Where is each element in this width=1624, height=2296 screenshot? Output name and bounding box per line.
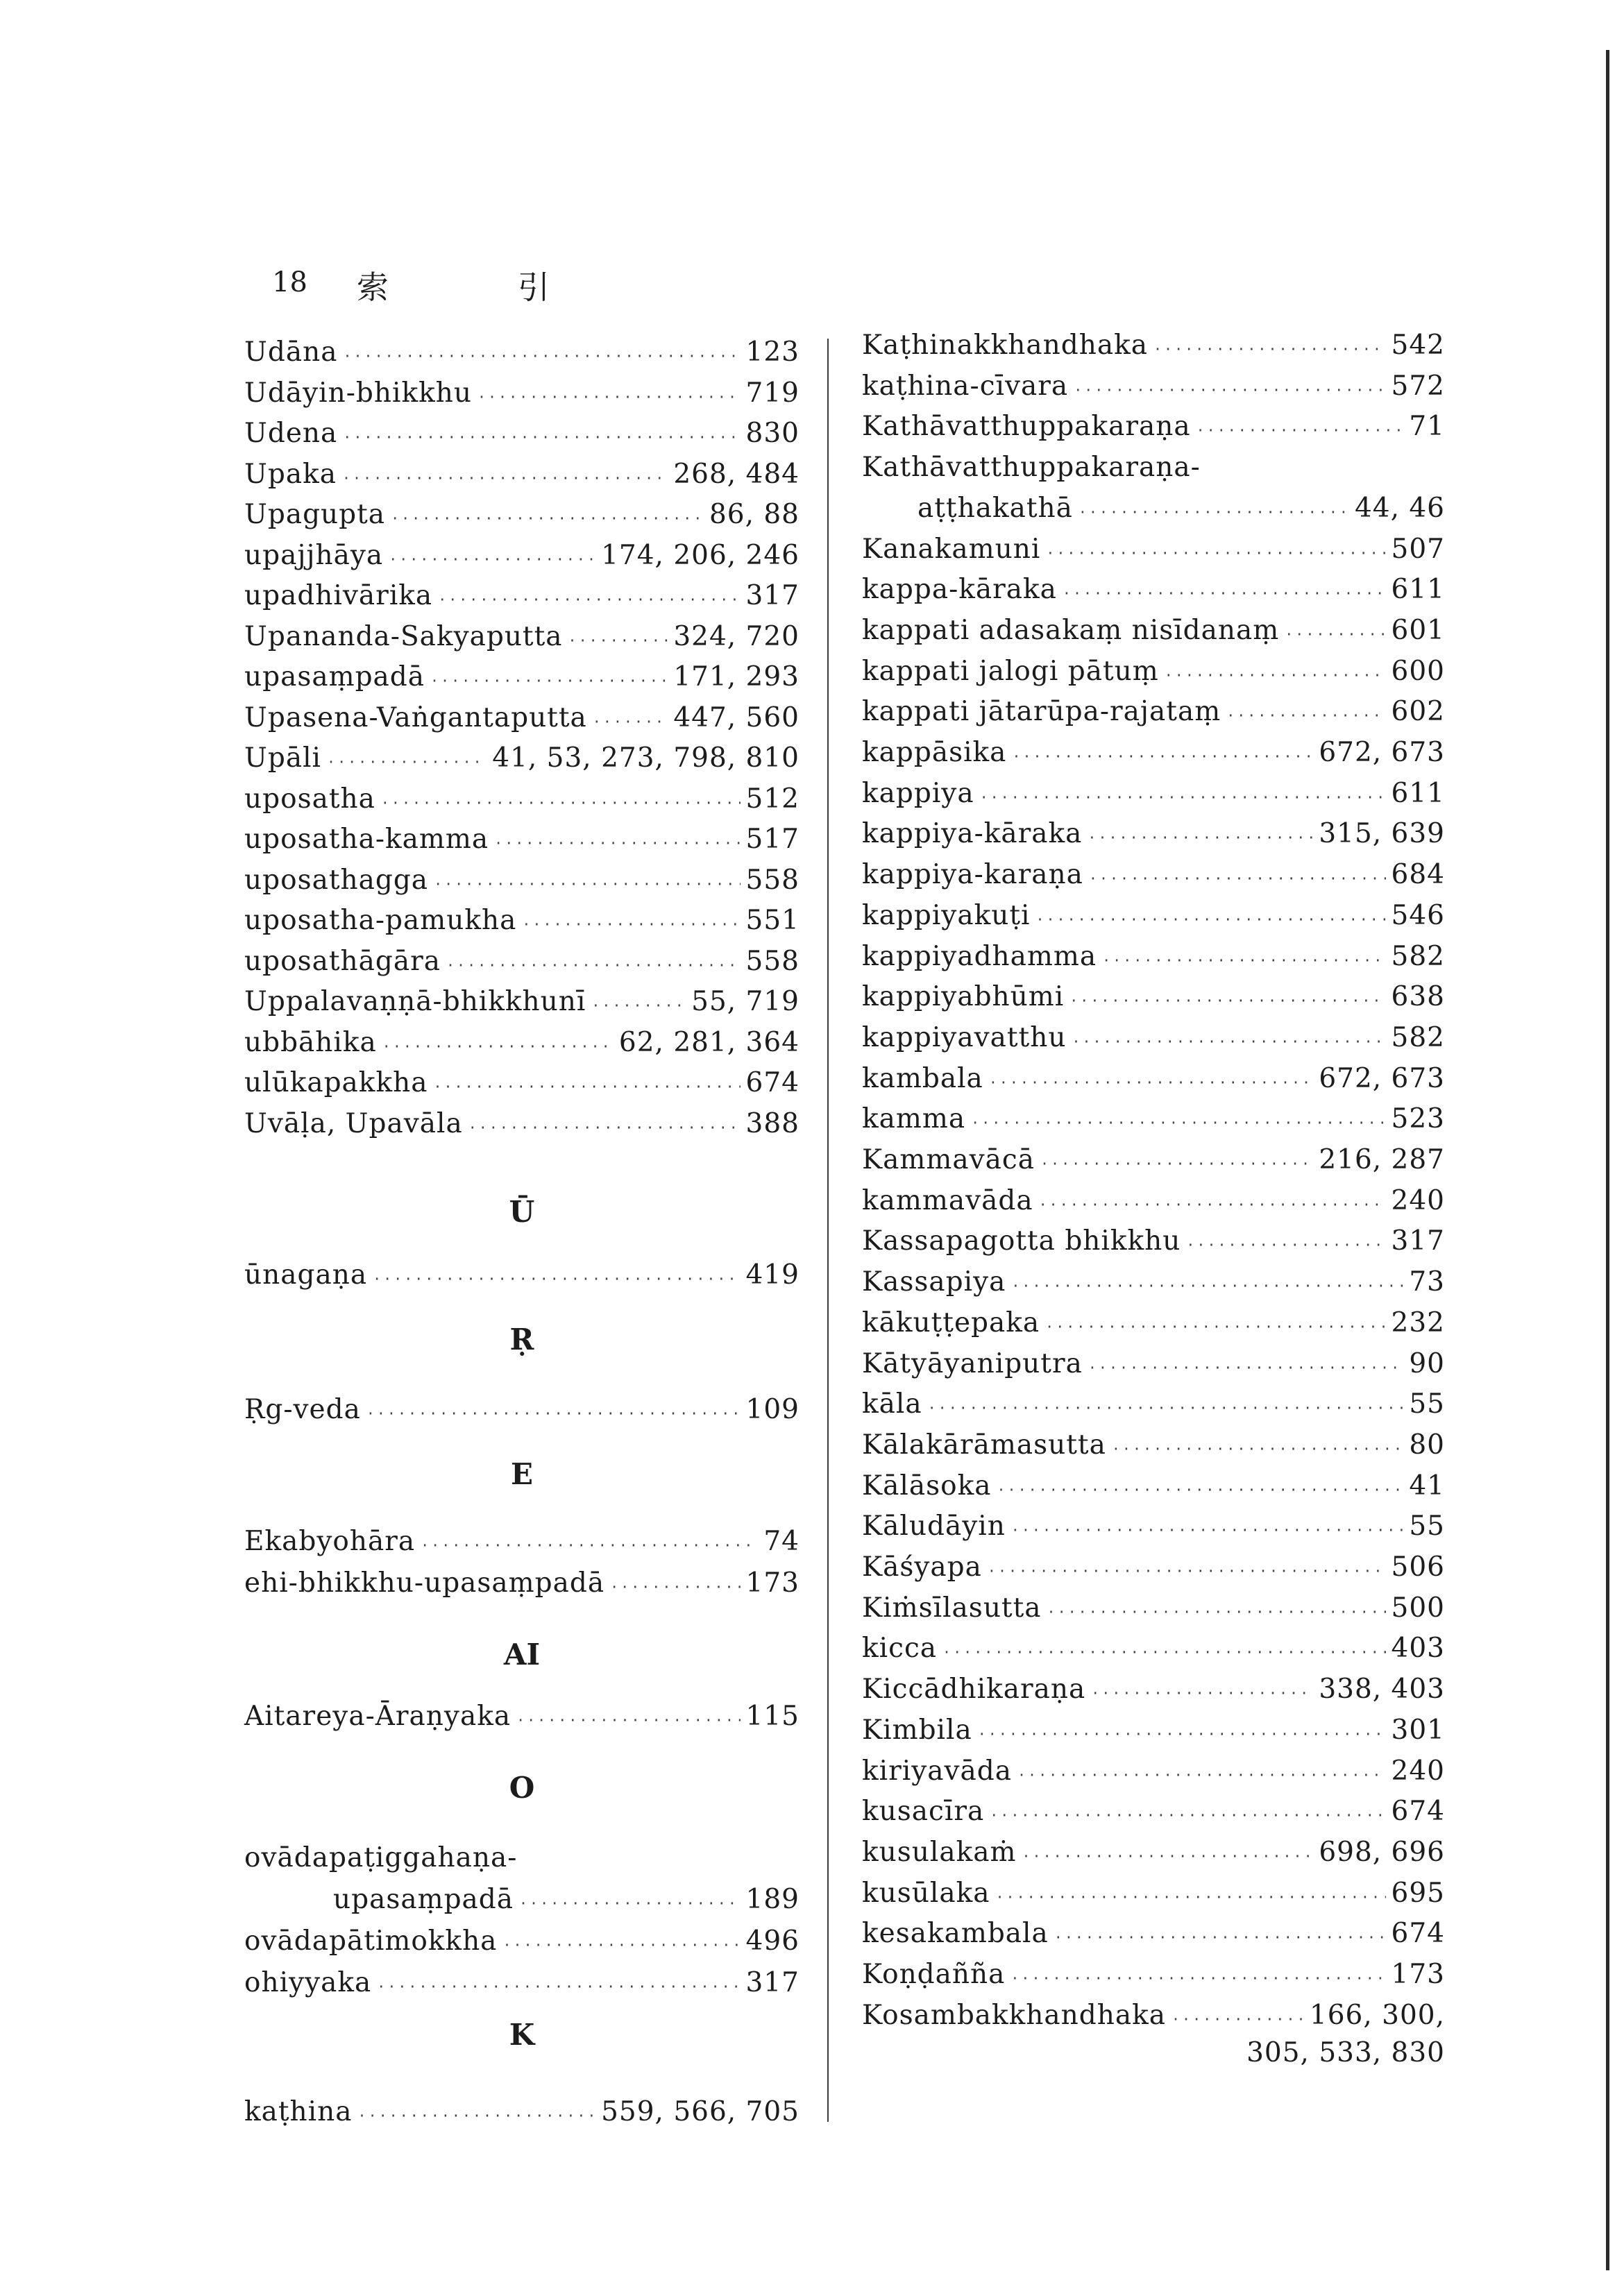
page-references: 71 — [1409, 411, 1445, 443]
index-term: Udāna — [244, 337, 338, 368]
index-term: kesakambala — [862, 1918, 1049, 1950]
page-references: 582 — [1391, 1021, 1445, 1053]
index-term: uposathagga — [244, 864, 429, 896]
dot-leader — [377, 1970, 740, 2003]
page-references: 317 — [745, 1967, 800, 1998]
page-references: 55, 719 — [691, 986, 800, 1017]
page-references: 166, 300, — [1309, 1999, 1445, 2031]
index-term: Upananda-Sakyaputta — [244, 620, 563, 652]
index-term: Ṛg-veda — [244, 1394, 361, 1425]
index-term: Kāśyapa — [862, 1551, 982, 1583]
dot-leader — [477, 380, 741, 414]
dot-leader — [591, 989, 686, 1022]
page-references: 41, 53, 273, 798, 810 — [492, 742, 800, 774]
page-references: 44, 46 — [1354, 492, 1445, 524]
page-references: 74 — [763, 1526, 800, 1557]
dot-leader — [1089, 862, 1386, 895]
dot-leader — [988, 1554, 1386, 1588]
dot-leader — [1226, 699, 1385, 732]
index-entry-continuation — [862, 2036, 1445, 2070]
index-entry — [244, 904, 800, 937]
dot-leader — [381, 786, 741, 819]
index-term: upasaṃpadā — [244, 661, 425, 692]
page-references: 419 — [745, 1259, 800, 1291]
index-entry — [862, 1632, 1445, 1665]
page-references: 403 — [1391, 1633, 1445, 1665]
index-entry-line1 — [244, 1842, 800, 1875]
index-entry — [244, 823, 800, 856]
index-term: Udāyin-bhikkhu — [244, 377, 472, 409]
index-term: upajjhāya — [244, 539, 384, 571]
index-entry — [244, 377, 800, 410]
dot-leader — [1045, 1310, 1385, 1343]
section-heading-u-long: Ū — [509, 1195, 535, 1229]
index-entry — [862, 899, 1445, 933]
page-references: 600 — [1391, 655, 1445, 687]
page-references: 86, 88 — [709, 499, 800, 530]
page-references: 496 — [745, 1925, 800, 1957]
index-term: kappiya-kāraka — [862, 818, 1083, 850]
index-term: Kaṭhinakkhandhaka — [862, 330, 1148, 361]
dot-leader — [494, 826, 740, 860]
index-entry — [862, 614, 1445, 647]
page-references: 90 — [1409, 1347, 1445, 1379]
page-references: 115 — [745, 1701, 800, 1732]
page-references: 558 — [745, 945, 800, 977]
dot-leader — [519, 1887, 741, 1920]
page-references: 240 — [1391, 1755, 1445, 1787]
index-term: kiriyavāda — [862, 1755, 1013, 1787]
page-references: 500 — [1391, 1592, 1445, 1624]
index-entry — [862, 1551, 1445, 1584]
index-term: uposathāgāra — [244, 945, 441, 977]
index-entry — [862, 1877, 1445, 1910]
page-references: 523 — [1391, 1103, 1445, 1135]
index-entry — [244, 864, 800, 897]
page-references: 558 — [745, 864, 800, 896]
page-references: 719 — [745, 377, 800, 409]
dot-leader — [1012, 740, 1313, 773]
index-term: Kassapiya — [862, 1266, 1006, 1298]
dot-leader — [468, 1111, 741, 1144]
page-references: 62, 281, 364 — [618, 1026, 800, 1058]
page-references: 546 — [1391, 899, 1445, 931]
index-term: Kassapagotta bhikkhu — [862, 1225, 1181, 1257]
dot-leader — [980, 781, 1386, 814]
page-references: 301 — [1391, 1714, 1445, 1746]
index-entry — [244, 701, 800, 735]
dot-leader — [942, 1635, 1386, 1669]
index-term: Kosambakkhandhaka — [862, 1999, 1167, 2031]
dot-leader — [1022, 1839, 1313, 1873]
index-entry — [862, 533, 1445, 566]
index-entry — [862, 1307, 1445, 1340]
index-entry — [862, 695, 1445, 729]
dot-leader — [1063, 577, 1386, 610]
index-term: ubbāhika — [244, 1026, 377, 1058]
index-term: Upāli — [244, 742, 322, 774]
index-title-char-2: 引 — [518, 269, 550, 306]
index-entry-line1 — [862, 451, 1445, 484]
index-term: Kiccādhikaraṇa — [862, 1674, 1086, 1706]
index-entry — [862, 1836, 1445, 1869]
page-references: 123 — [745, 337, 800, 368]
section-heading-ai: AI — [503, 1638, 541, 1672]
index-term: kappiyakuṭi — [862, 899, 1031, 931]
section-heading-k: K — [509, 2018, 535, 2052]
index-term: kambala — [862, 1062, 983, 1094]
dot-leader — [1112, 1432, 1404, 1465]
dot-leader — [438, 583, 740, 616]
page-references: 638 — [1391, 981, 1445, 1013]
index-entry — [862, 858, 1445, 892]
index-entry — [244, 1026, 800, 1060]
dot-leader — [522, 908, 740, 941]
page-references: 684 — [1391, 859, 1445, 891]
dot-leader — [610, 1570, 740, 1604]
page-references: 695 — [1391, 1877, 1445, 1909]
page-references: 512 — [745, 783, 800, 815]
index-term: kappa-kāraka — [862, 574, 1057, 606]
index-entry — [244, 1066, 800, 1100]
index-term: Kālāsoka — [862, 1470, 992, 1502]
index-entry — [244, 458, 800, 491]
index-entry — [244, 417, 800, 450]
page-references: 559, 566, 705 — [601, 2096, 800, 2127]
index-term: uposatha-kamma — [244, 824, 489, 855]
dot-leader — [343, 420, 740, 454]
index-term: Upagupta — [244, 499, 386, 530]
index-entry — [862, 1184, 1445, 1218]
dot-leader — [1088, 1351, 1403, 1384]
page-references: 672, 673 — [1319, 1062, 1445, 1094]
dot-leader — [382, 1030, 614, 1063]
page-references: 240 — [1391, 1184, 1445, 1216]
index-entry — [244, 1700, 800, 1733]
page-references: 317 — [1391, 1225, 1445, 1257]
page-references: 611 — [1391, 777, 1445, 809]
index-entry — [244, 985, 800, 1019]
index-entry — [244, 620, 800, 654]
index-entry — [862, 1347, 1445, 1381]
dot-leader — [1069, 984, 1385, 1017]
index-entry — [862, 370, 1445, 403]
index-term: Koṇḍañña — [862, 1959, 1006, 1990]
dot-leader — [1017, 1758, 1386, 1792]
index-entry — [862, 1592, 1445, 1625]
page-references: 674 — [1391, 1796, 1445, 1828]
index-entry — [244, 1925, 800, 1958]
page-references: 582 — [1391, 940, 1445, 972]
page-references: 80 — [1409, 1429, 1445, 1461]
dot-leader — [1011, 1269, 1403, 1302]
page-references: 73 — [1409, 1266, 1445, 1298]
index-term: ehi-bhikkhu-upasaṃpadā — [244, 1567, 605, 1599]
dot-leader — [1010, 1962, 1385, 1995]
index-term: kappāsika — [862, 737, 1007, 768]
index-term: ovādapaṭiggahaṇa- — [244, 1842, 518, 1873]
page-number: 18 — [272, 266, 307, 298]
page-references: 173 — [745, 1567, 800, 1599]
index-entry — [244, 2095, 800, 2129]
index-title-char-1: 索 — [357, 269, 389, 306]
index-term: kusacīra — [862, 1796, 985, 1828]
index-term: ohiyyaka — [244, 1967, 372, 1998]
page-references: 317 — [745, 580, 800, 611]
dot-leader — [327, 745, 487, 779]
index-entry — [862, 1795, 1445, 1828]
dot-leader — [434, 867, 740, 901]
index-term: Kātyāyaniputra — [862, 1347, 1083, 1379]
index-term: kappati adasakaṃ nisīdanaṃ — [862, 614, 1280, 646]
page-references: 232 — [1391, 1307, 1445, 1338]
index-term: Kimbila — [862, 1714, 972, 1746]
dot-leader — [373, 1262, 740, 1295]
dot-leader — [1046, 536, 1385, 570]
index-term: kammavāda — [862, 1184, 1033, 1216]
index-term: Kāludāyin — [862, 1511, 1006, 1542]
page-references: 324, 720 — [673, 620, 800, 652]
page-references: 216, 287 — [1319, 1144, 1445, 1175]
page-references: 315, 639 — [1319, 818, 1445, 850]
dot-leader — [1079, 495, 1349, 529]
index-entry — [244, 1567, 800, 1600]
index-term: kaṭhina — [244, 2096, 353, 2127]
index-term: Kanakamuni — [862, 533, 1041, 565]
index-term: kāla — [862, 1388, 922, 1420]
index-entry — [862, 1958, 1445, 1991]
page-references: 602 — [1391, 696, 1445, 728]
index-entry — [862, 1225, 1445, 1258]
index-term: Uppalavaṇṇā-bhikkhunī — [244, 986, 586, 1017]
dot-leader — [1054, 1921, 1386, 1954]
dot-leader — [989, 1066, 1314, 1099]
dot-leader — [593, 705, 668, 738]
dot-leader — [928, 1391, 1404, 1425]
index-term: kappati jalogi pātuṃ — [862, 655, 1159, 687]
dot-leader — [1072, 1025, 1385, 1058]
index-term: Upaka — [244, 458, 337, 490]
index-term: Kiṁsīlasutta — [862, 1592, 1042, 1624]
index-entry — [862, 980, 1445, 1014]
index-entry — [862, 1673, 1445, 1706]
index-term: ūnagaṇa — [244, 1259, 368, 1291]
page-references: 268, 484 — [673, 458, 800, 490]
dot-leader — [1040, 1147, 1313, 1180]
index-entry — [862, 777, 1445, 810]
index-entry — [244, 742, 800, 775]
index-term: kicca — [862, 1633, 938, 1665]
page-references: 55 — [1409, 1388, 1445, 1420]
index-entry — [244, 1883, 800, 1916]
index-term: ulūkapakkha — [244, 1067, 428, 1098]
index-entry — [244, 579, 800, 613]
index-entry — [244, 1393, 800, 1427]
index-term: kappiyavatthu — [862, 1021, 1067, 1053]
dot-leader — [1196, 414, 1404, 447]
index-term: kākuṭṭepaka — [862, 1307, 1040, 1338]
index-entry — [244, 945, 800, 978]
dot-leader — [978, 1717, 1386, 1751]
dot-leader — [516, 1703, 740, 1737]
page-references: 542 — [1391, 330, 1445, 361]
index-term: Udena — [244, 418, 338, 449]
index-entry — [244, 1966, 800, 2000]
dot-leader — [502, 1928, 740, 1962]
index-term: Aitareya-Āraṇyaka — [244, 1701, 511, 1732]
index-term: aṭṭhakathā — [917, 492, 1073, 524]
index-term: Upasena-Vaṅgantaputta — [244, 701, 587, 733]
dot-leader — [430, 664, 668, 697]
page-references: 674 — [745, 1067, 800, 1098]
dot-leader — [971, 1106, 1385, 1139]
page-references: 507 — [1391, 533, 1445, 565]
index-entry — [862, 492, 1445, 525]
dot-leader — [1165, 658, 1386, 692]
dot-leader — [1091, 1676, 1313, 1710]
dot-leader — [990, 1798, 1385, 1832]
dot-leader — [1074, 373, 1385, 407]
page-references: 551 — [745, 905, 800, 936]
page-references: 189 — [745, 1884, 800, 1915]
index-entry — [244, 1525, 800, 1558]
index-term: kappiyadhamma — [862, 940, 1097, 972]
index-term: kusūlaka — [862, 1877, 990, 1909]
page-edge-line — [1606, 50, 1609, 2270]
index-term: kappiya-karaṇa — [862, 859, 1083, 891]
section-heading-e: E — [510, 1457, 533, 1491]
dot-leader — [446, 949, 741, 982]
index-entry — [862, 1999, 1445, 2032]
index-term: kappati jātarūpa-rajataṃ — [862, 696, 1221, 728]
page-references: 674 — [1391, 1918, 1445, 1950]
index-term: kamma — [862, 1103, 966, 1135]
dot-leader — [366, 1397, 741, 1430]
index-entry — [244, 498, 800, 532]
index-entry — [862, 817, 1445, 851]
page-references: 109 — [745, 1394, 800, 1425]
index-entry — [862, 1510, 1445, 1543]
index-term: kaṭhina-cīvara — [862, 370, 1069, 402]
index-entry — [244, 336, 800, 369]
page-references: 506 — [1391, 1551, 1445, 1583]
index-entry — [862, 1143, 1445, 1177]
index-entry — [862, 940, 1445, 973]
index-term: kappiya — [862, 777, 974, 809]
dot-leader — [1035, 903, 1385, 936]
index-term: Kathāvatthuppakaraṇa — [862, 411, 1191, 443]
dot-leader — [391, 502, 704, 535]
dot-leader — [358, 2099, 596, 2132]
index-term: Uvāḷa, Upavāla — [244, 1107, 463, 1139]
index-entry — [862, 1388, 1445, 1421]
dot-leader — [342, 461, 668, 495]
dot-leader — [1186, 1228, 1385, 1261]
dot-leader — [421, 1529, 758, 1562]
index-entry — [862, 1062, 1445, 1096]
index-entry — [862, 1714, 1445, 1747]
index-entry — [862, 1021, 1445, 1055]
dot-leader — [433, 1070, 740, 1103]
index-entry — [862, 736, 1445, 769]
dot-leader — [1172, 2002, 1304, 2036]
page-references: 388 — [745, 1107, 800, 1139]
dot-leader — [1153, 332, 1386, 366]
index-term: Ekabyohāra — [244, 1526, 416, 1557]
dot-leader — [568, 624, 668, 657]
dot-leader — [1011, 1513, 1404, 1547]
index-term: uposatha — [244, 783, 375, 815]
page-references: 41 — [1409, 1470, 1445, 1502]
index-entry — [244, 1107, 800, 1141]
index-term: kappiyabhūmi — [862, 981, 1065, 1013]
page-references: 171, 293 — [673, 661, 800, 692]
index-entry — [862, 1266, 1445, 1299]
page-references: 174, 206, 246 — [601, 539, 800, 571]
index-entry — [244, 539, 800, 572]
page-references: 611 — [1391, 574, 1445, 606]
page-references: 447, 560 — [673, 701, 800, 733]
page-references: 601 — [1391, 614, 1445, 646]
dot-leader — [1285, 618, 1385, 651]
index-term: uposatha-pamukha — [244, 905, 517, 936]
index-entry — [862, 573, 1445, 606]
dot-leader — [1088, 821, 1313, 854]
dot-leader — [1047, 1595, 1386, 1629]
index-entry — [862, 1470, 1445, 1503]
index-entry — [862, 410, 1445, 443]
page-references: 305, 533, 830 — [1246, 2037, 1445, 2069]
index-term: upasaṃpadā — [333, 1884, 514, 1915]
index-entry — [862, 655, 1445, 688]
dot-leader — [996, 1880, 1386, 1914]
index-entry — [862, 1429, 1445, 1462]
dot-leader — [389, 543, 595, 576]
index-entry — [862, 1917, 1445, 1950]
dot-leader — [1039, 1188, 1386, 1221]
index-term: Kālakārāmasutta — [862, 1429, 1106, 1461]
index-entry — [244, 783, 800, 816]
page-references: 672, 673 — [1319, 737, 1445, 768]
index-term: kusulakaṁ — [862, 1836, 1017, 1868]
index-entry — [862, 1103, 1445, 1136]
page-references: 698, 696 — [1319, 1836, 1445, 1868]
section-heading-o: O — [509, 1771, 535, 1805]
dot-leader — [343, 339, 740, 373]
page-references: 173 — [1391, 1959, 1445, 1990]
page-references: 517 — [745, 824, 800, 855]
section-heading-r: Ṛ — [509, 1323, 534, 1357]
column-divider — [827, 339, 829, 2122]
index-term: ovādapātimokkha — [244, 1925, 498, 1957]
page-references: 572 — [1391, 370, 1445, 402]
index-entry — [244, 1259, 800, 1292]
dot-leader — [1102, 944, 1385, 977]
index-entry — [862, 329, 1445, 362]
index-term: Kammavācā — [862, 1144, 1035, 1175]
page-references: 830 — [745, 418, 800, 449]
index-entry — [862, 1755, 1445, 1788]
dot-leader — [997, 1473, 1404, 1506]
index-entry — [244, 661, 800, 694]
index-term: upadhivārika — [244, 580, 433, 611]
page-references: 338, 403 — [1319, 1674, 1445, 1706]
index-term: Kathāvatthuppakaraṇa- — [862, 452, 1201, 484]
page-references: 55 — [1409, 1511, 1445, 1542]
